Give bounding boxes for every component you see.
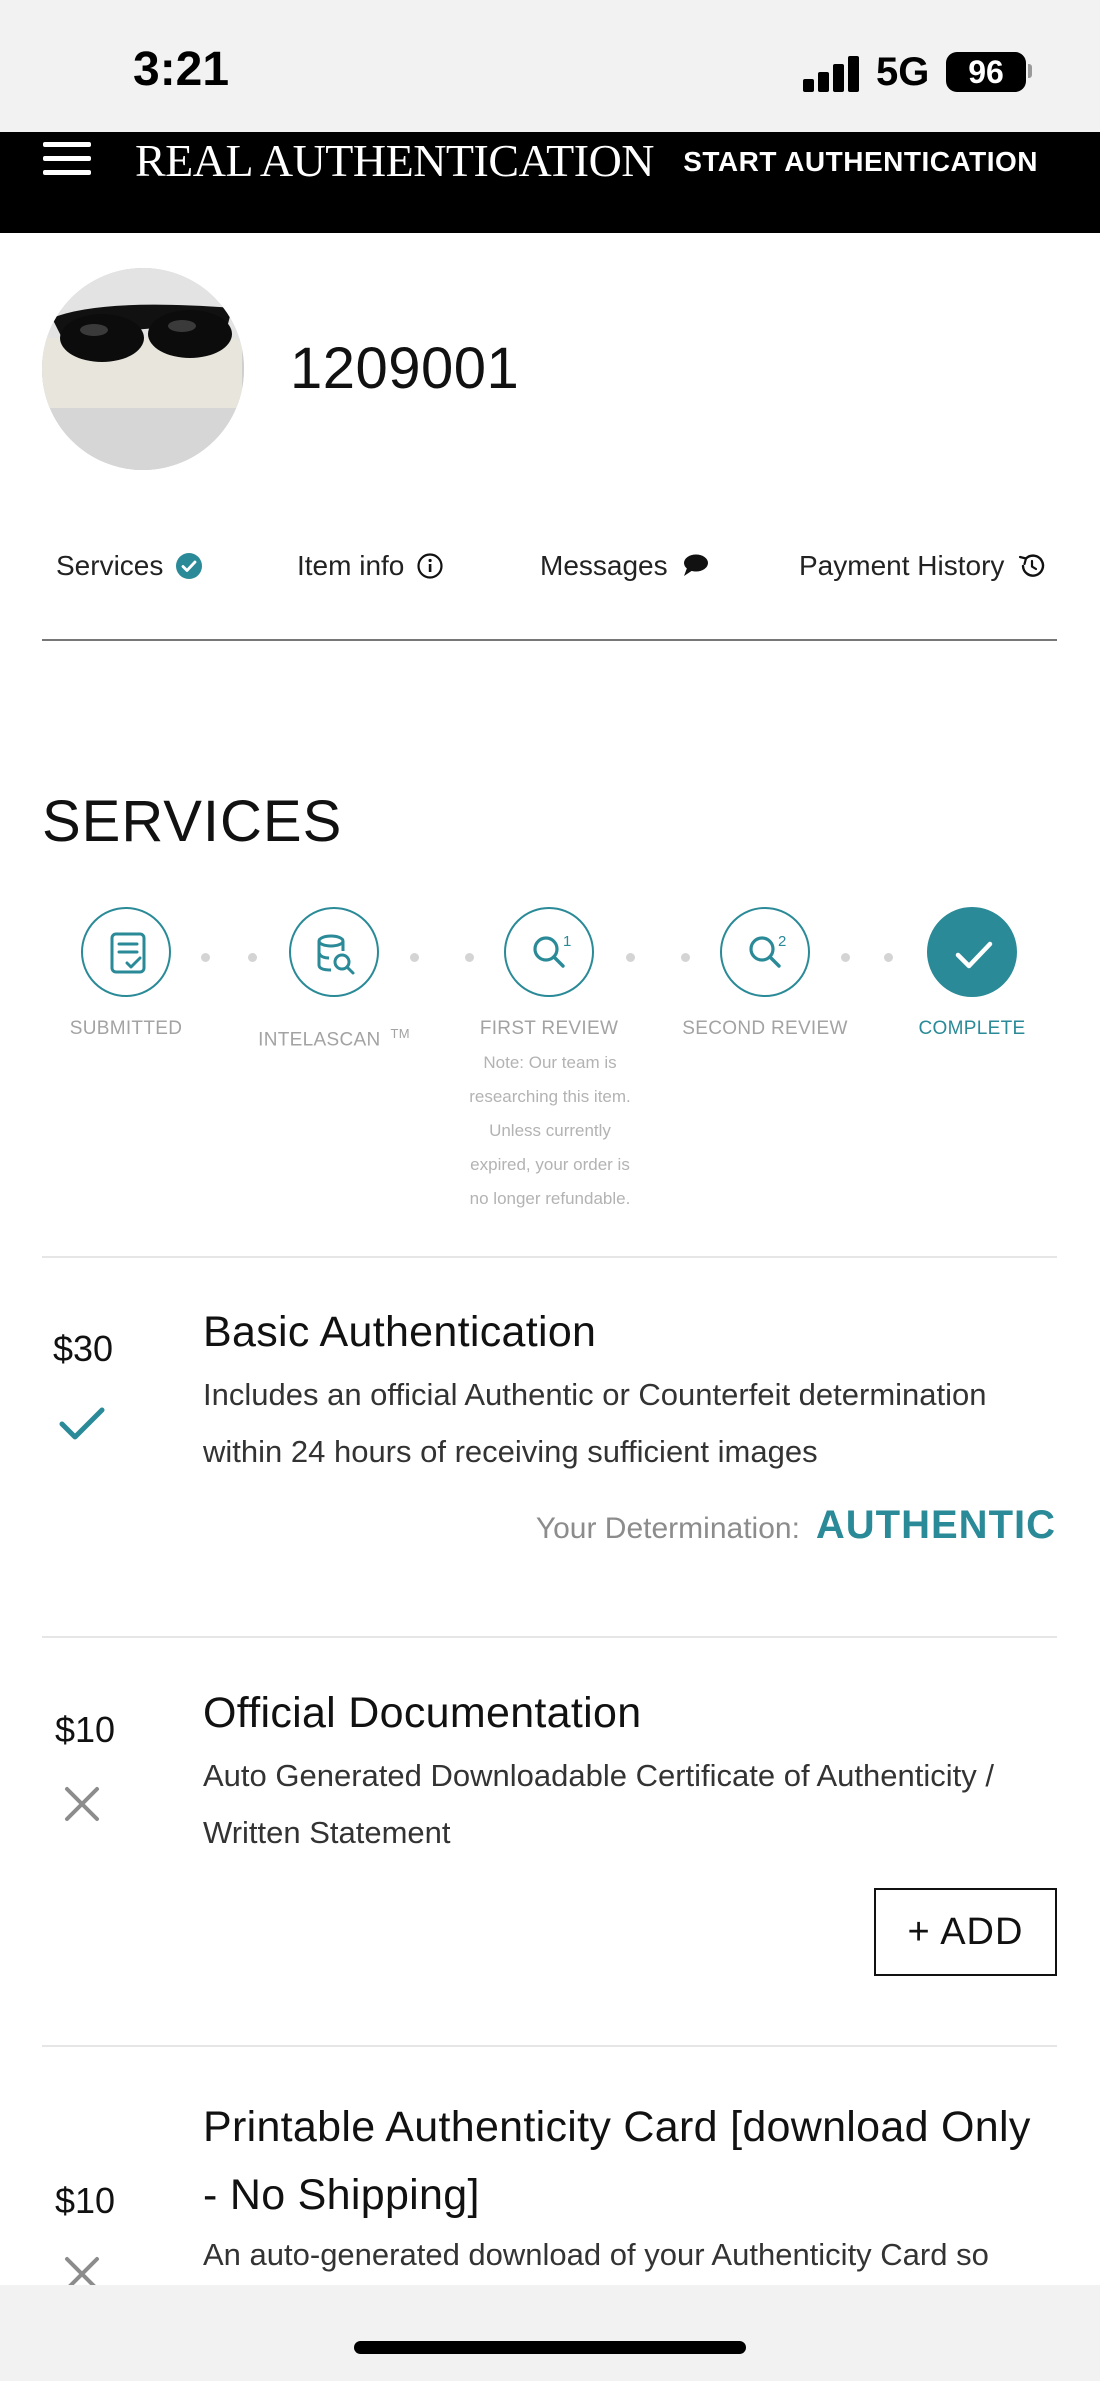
progress-dot bbox=[884, 953, 893, 962]
progress-dot bbox=[841, 953, 850, 962]
services-heading: SERVICES bbox=[42, 789, 343, 854]
service-title: Printable Authenticity Card [download Only - No Shipping] bbox=[203, 2103, 1031, 2219]
service-description: Includes an official Authentic or Counterfeit determination within 24 hours of receiving sufficient images bbox=[203, 1377, 987, 1469]
add-documentation-button[interactable]: + ADD bbox=[874, 1888, 1057, 1976]
step-second-review bbox=[720, 907, 810, 997]
progress-dot bbox=[248, 953, 257, 962]
progress-dot bbox=[681, 953, 690, 962]
determination-value: AUTHENTIC bbox=[815, 1503, 1056, 1547]
tab-messages[interactable] bbox=[540, 550, 710, 582]
service-price: $10 bbox=[55, 2180, 116, 2221]
info-icon bbox=[416, 552, 444, 580]
network-type: 5G bbox=[876, 50, 930, 94]
tab-payment-history[interactable] bbox=[799, 550, 1046, 582]
selected-check-icon bbox=[58, 1404, 106, 1444]
progress-dot bbox=[410, 953, 419, 962]
status-bar bbox=[0, 0, 1100, 132]
item-tabs bbox=[42, 540, 1057, 641]
menu-icon[interactable] bbox=[43, 142, 93, 178]
tab-label: Messages bbox=[540, 550, 668, 581]
checkmark-icon bbox=[929, 909, 1019, 999]
trademark-mark: TM bbox=[390, 1026, 410, 1041]
sunglasses-photo-icon bbox=[42, 268, 244, 470]
start-authentication-link[interactable]: START AUTHENTICATION bbox=[683, 146, 1038, 177]
step-label-second-review: SECOND REVIEW bbox=[682, 1018, 848, 1039]
history-icon bbox=[1016, 552, 1046, 580]
service-title: Basic Authentication bbox=[203, 1308, 597, 1356]
not-selected-x-icon bbox=[64, 1786, 100, 1822]
svg-text:2: 2 bbox=[778, 933, 787, 950]
battery-nub bbox=[1028, 64, 1032, 78]
step-label-submitted: SUBMITTED bbox=[69, 1018, 183, 1039]
chat-bubble-icon bbox=[680, 552, 710, 580]
divider bbox=[42, 2045, 1057, 2047]
divider bbox=[42, 1256, 1057, 1258]
item-photo bbox=[42, 268, 244, 470]
step-submitted bbox=[81, 907, 171, 997]
divider bbox=[42, 1636, 1057, 1638]
step-first-review bbox=[504, 907, 594, 997]
status-time: 3:21 bbox=[133, 43, 230, 96]
search-1-icon bbox=[506, 909, 596, 999]
tab-label: Payment History bbox=[799, 550, 1005, 581]
home-indicator[interactable] bbox=[354, 2341, 746, 2354]
step-intelascan bbox=[289, 907, 379, 997]
tab-label: Item info bbox=[297, 550, 405, 581]
step-label-complete: COMPLETE bbox=[918, 1018, 1026, 1039]
step-label-intelascan: INTELASCAN ™ bbox=[258, 1026, 410, 1051]
step-complete bbox=[927, 907, 1017, 997]
top-navbar bbox=[0, 132, 1100, 233]
item-id: 1209001 bbox=[290, 336, 520, 401]
service-price: $30 bbox=[53, 1328, 114, 1369]
progress-dot bbox=[626, 953, 635, 962]
svg-text:1: 1 bbox=[563, 933, 572, 950]
service-description: Auto Generated Downloadable Certificate of Authenticity / Written Statement bbox=[203, 1758, 994, 1850]
determination bbox=[536, 1503, 1056, 1548]
service-price: $10 bbox=[55, 1709, 116, 1750]
progress-dot bbox=[201, 953, 210, 962]
service-title: Official Documentation bbox=[203, 1689, 642, 1737]
determination-label: Your Determination: bbox=[535, 1512, 800, 1545]
search-2-icon bbox=[722, 909, 812, 999]
check-circle-icon bbox=[175, 552, 203, 580]
database-search-icon bbox=[291, 909, 381, 999]
home-indicator-area bbox=[0, 2285, 1100, 2381]
tab-label: Services bbox=[56, 550, 164, 581]
service-description: An auto-generated download of your Authenticity Card so bbox=[203, 2237, 989, 2272]
signal-icon bbox=[803, 56, 861, 92]
first-review-note: Note: Our team is researching this item. Unless currently expired, your order is no longer refundable. bbox=[469, 1053, 631, 1208]
document-check-icon bbox=[83, 909, 173, 999]
tab-services[interactable] bbox=[56, 550, 203, 582]
battery-icon: 96 bbox=[946, 52, 1026, 92]
tab-item-info[interactable] bbox=[297, 550, 444, 582]
step-label-first-review: FIRST REVIEW bbox=[479, 1018, 619, 1039]
site-logo[interactable]: REAL AUTHENTICATION bbox=[135, 135, 655, 186]
progress-dot bbox=[465, 953, 474, 962]
